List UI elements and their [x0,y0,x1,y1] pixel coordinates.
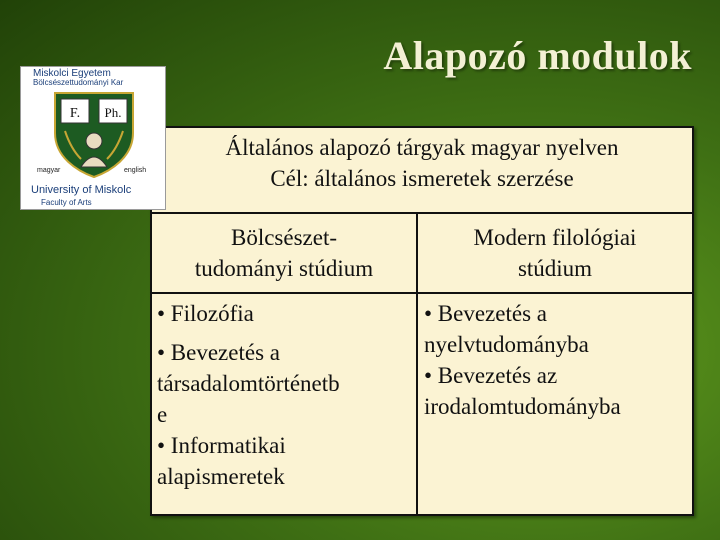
table-heading-line-2: Cél: általános ismeretek szerzése [270,166,574,192]
list-item: • Informatikai [157,433,286,459]
list-item: nyelvtudományba [424,332,589,358]
list-item: • Bevezetés a [424,301,547,326]
logo-right-label: english [124,167,147,174]
list-item: társadalomtörténetb [157,371,340,397]
list-item: • Bevezetés a [157,340,280,366]
table-heading-line-1: Általános alapozó tárgyak magyar nyelven [225,135,619,160]
column-items-right [424,298,692,422]
column-header-left-line-1: Bölcsészet- [230,225,337,250]
slide-title: Alapozó modulok [383,33,692,78]
column-header-left-line-2: tudományi stúdium [194,256,374,282]
list-item: • Bevezetés az [424,363,558,389]
column-header-left [152,222,416,284]
table-divider-heading [152,212,692,214]
logo-university-english: University of Miskolc [31,184,132,196]
column-header-right [418,222,692,284]
university-logo [20,66,166,210]
logo-faculty-english: Faculty of Arts [41,198,92,207]
table-heading [152,132,692,194]
list-item: e [157,402,168,428]
modules-table [150,126,694,516]
logo-shield-letter-ph: Ph. [104,105,122,120]
logo-shield-letter-f: F. [69,106,81,121]
list-item: alapismeretek [157,464,285,490]
list-item: irodalomtudományba [424,394,621,420]
shield-icon [51,89,137,179]
logo-left-label: magyar [37,167,61,174]
list-item: • Filozófia [157,301,254,326]
column-header-right-line-2: stúdium [517,256,593,282]
column-items-left [157,298,413,492]
column-header-right-line-1: Modern filológiai [473,225,637,250]
table-divider-header [152,292,692,294]
logo-university-name: Miskolci Egyetem [33,68,111,79]
logo-faculty-name: Bölcsészettudományi Kar [33,78,124,87]
